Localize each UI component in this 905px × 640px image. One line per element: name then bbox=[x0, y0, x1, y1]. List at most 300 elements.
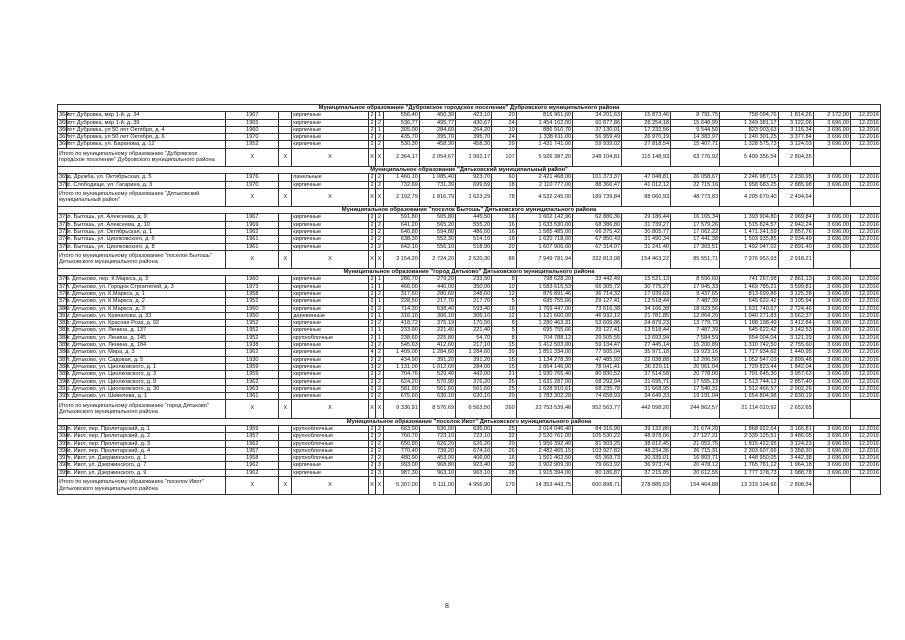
table-cell: кирпичные bbox=[292, 349, 369, 356]
table-cell: 17 441,38 bbox=[671, 236, 720, 243]
total-cell: 1 992,17 bbox=[456, 148, 492, 166]
table-row bbox=[58, 462, 881, 469]
table-cell: 317,50 bbox=[383, 290, 419, 297]
table-cell: 29 127,41 bbox=[573, 327, 622, 334]
table-cell: 391,20 bbox=[419, 356, 455, 363]
table-cell: 368 bbox=[59, 141, 69, 148]
table-cell: 3 696,00 bbox=[813, 214, 850, 221]
table-cell: 284,00 bbox=[456, 363, 492, 370]
table-cell: 217,70 bbox=[419, 298, 455, 305]
table-cell: 1962 bbox=[226, 462, 279, 469]
table-cell: 1 777 378,73 bbox=[720, 469, 779, 476]
table-cell: 3 696,00 bbox=[813, 134, 850, 141]
capital-repair-table bbox=[57, 104, 881, 495]
table-cell: 3 057,63 bbox=[778, 371, 813, 378]
table-cell: 13 518,44 bbox=[622, 327, 671, 334]
table-cell: 1 040 271,83 bbox=[720, 312, 779, 319]
table-cell: 29 bbox=[492, 141, 516, 148]
table-cell: 1 460,10 bbox=[383, 174, 419, 181]
table-cell: 886 910,70 bbox=[516, 126, 572, 133]
table-cell: 1962 bbox=[226, 469, 279, 476]
table-cell: 26 715,31 bbox=[671, 447, 720, 454]
table-cell: 2 bbox=[376, 305, 383, 312]
table-cell: 375,19 bbox=[419, 320, 455, 327]
table-cell: 79 663,92 bbox=[573, 462, 622, 469]
table-cell bbox=[279, 425, 292, 432]
table-cell: 630,10 bbox=[419, 393, 455, 400]
table-cell bbox=[279, 385, 292, 392]
table-cell: 3 696,00 bbox=[813, 243, 850, 250]
table-cell: крупноблочные bbox=[292, 440, 369, 447]
table-cell: 1 842,04 bbox=[778, 363, 813, 370]
total-cell: 2 192,79 bbox=[383, 188, 419, 206]
total-cell: X bbox=[226, 400, 279, 418]
table-cell: 699,59 bbox=[456, 181, 492, 188]
table-cell: 12.2016 bbox=[851, 221, 881, 228]
table-cell: 626,20 bbox=[419, 440, 455, 447]
table-cell: 2 bbox=[368, 312, 375, 319]
table-cell: 466,00 bbox=[383, 283, 419, 290]
table-cell: 12.2016 bbox=[851, 425, 881, 432]
table-cell: 59 939,02 bbox=[573, 141, 622, 148]
table-cell: 1 bbox=[376, 298, 383, 305]
table-cell: 80 830,52 bbox=[573, 371, 622, 378]
table-cell: 442,00 bbox=[456, 371, 492, 378]
table-cell: 3 696,00 bbox=[813, 440, 850, 447]
table-cell: 395,70 bbox=[419, 134, 455, 141]
table-cell: 663,90 bbox=[383, 425, 419, 432]
table-cell: крупноблочные bbox=[292, 455, 369, 462]
table-cell: 397 bbox=[59, 455, 69, 462]
table-cell: п. Ивот, пер. Пролетарский, д. 4 bbox=[66, 447, 226, 454]
table-cell: 25 bbox=[492, 385, 516, 392]
table-cell: 645 622,42 bbox=[720, 327, 779, 334]
table-cell: 641,20 bbox=[383, 221, 419, 228]
table-cell: 3 122,06 bbox=[778, 119, 813, 126]
table-cell: 389 bbox=[59, 371, 69, 378]
table-cell: 12 bbox=[492, 290, 516, 297]
table-cell: 1962 bbox=[226, 378, 279, 385]
table-cell: 1 585 485,00 bbox=[516, 228, 572, 235]
table-cell: 3 696,00 bbox=[813, 236, 850, 243]
table-cell: 1 631 287,00 bbox=[516, 378, 572, 385]
table-cell: кирпичные bbox=[292, 243, 369, 250]
table-cell: 21 053,75 bbox=[671, 440, 720, 447]
table-cell: кирпичные bbox=[292, 305, 369, 312]
table-cell: 1 631 740,67 bbox=[720, 305, 779, 312]
table-cell: 12.2016 bbox=[851, 393, 881, 400]
table-cell: 387 bbox=[59, 356, 69, 363]
total-cell: 5 499 356,54 bbox=[720, 148, 779, 166]
table-cell: 1 409,00 bbox=[383, 349, 419, 356]
table-cell: 2 857,40 bbox=[778, 378, 813, 385]
table-cell: г. Дятьково, ул. Ленина, д. 137 bbox=[66, 327, 226, 334]
table-cell: 36 973,74 bbox=[622, 462, 671, 469]
table-cell: 20 612,55 bbox=[671, 469, 720, 476]
table-cell: 723,10 bbox=[456, 433, 492, 440]
table-cell bbox=[279, 455, 292, 462]
table-cell: 12.2016 bbox=[851, 312, 881, 319]
total-cell bbox=[851, 148, 881, 166]
table-cell bbox=[279, 334, 292, 341]
table-cell: 486,60 bbox=[456, 228, 492, 235]
table-cell: 22 038,88 bbox=[622, 356, 671, 363]
table-cell: 1 448 950,05 bbox=[720, 455, 779, 462]
table-cell: г. Дятьково, ул. Шевелева, д. 1 bbox=[66, 393, 226, 400]
table-cell: 2 bbox=[376, 174, 383, 181]
table-cell: г. Дятьково, пер. К.Маркса, д. 3 bbox=[66, 276, 226, 283]
table-cell: кирпичные bbox=[292, 342, 369, 349]
table-cell: 2 bbox=[368, 385, 375, 392]
table-cell: 3 696,00 bbox=[813, 433, 850, 440]
table-cell: 2 bbox=[376, 228, 383, 235]
table-cell: 228,50 bbox=[383, 298, 419, 305]
table-cell: кирпичные bbox=[292, 469, 369, 476]
total-cell bbox=[813, 148, 850, 166]
section-header bbox=[58, 105, 881, 112]
total-cell bbox=[851, 476, 881, 494]
table-cell bbox=[279, 134, 292, 141]
table-cell: 25 bbox=[492, 425, 516, 432]
table-cell: 37 514,58 bbox=[622, 371, 671, 378]
table-cell: 704,76 bbox=[383, 371, 419, 378]
table-cell: 1952 bbox=[226, 327, 279, 334]
table-cell: 12.2016 bbox=[851, 236, 881, 243]
table-cell: кирпичные bbox=[292, 283, 369, 290]
table-cell: 1 393 904,80 bbox=[720, 214, 779, 221]
table-cell: 15 bbox=[492, 342, 516, 349]
table-cell: 3 696,00 bbox=[813, 425, 850, 432]
table-cell: 1 328 575,73 bbox=[720, 141, 779, 148]
table-cell: 758 094,76 bbox=[720, 112, 779, 119]
total-cell: 244 862,57 bbox=[671, 400, 720, 418]
table-cell: 923,40 bbox=[456, 462, 492, 469]
table-cell: п. Бытошь, ул. Октябрьская, д. 1 bbox=[66, 228, 226, 235]
table-cell: 74 658,93 bbox=[573, 393, 622, 400]
table-cell: г. Дятьково, ул. К.Маркса, д. 1 bbox=[66, 290, 226, 297]
table-cell: кирпичные bbox=[292, 112, 369, 119]
table-cell: 20 bbox=[492, 440, 516, 447]
table-cell: 3 696,00 bbox=[813, 126, 850, 133]
table-cell: 2 303 607,66 bbox=[720, 447, 779, 454]
table-cell: 371 bbox=[59, 214, 69, 221]
table-cell: 1 bbox=[376, 327, 383, 334]
table-cell: 626,20 bbox=[456, 440, 492, 447]
table-cell: 8 791,75 bbox=[671, 112, 720, 119]
table-cell: 36 714,32 bbox=[573, 290, 622, 297]
table-cell: 65 369,73 bbox=[573, 455, 622, 462]
table-cell: 18 923,56 bbox=[671, 305, 720, 312]
table-cell: кирпичные bbox=[292, 228, 369, 235]
table-cell: 963,10 bbox=[456, 469, 492, 476]
table-cell: кирпичные bbox=[292, 141, 369, 148]
table-cell: 798 628,20 bbox=[516, 276, 572, 283]
table-cell: 101 373,37 bbox=[573, 174, 622, 181]
total-cell: X bbox=[292, 188, 369, 206]
total-label: Итого по муниципальному образованию "поселок Ивот" Дятьковского муниципального района bbox=[58, 476, 226, 494]
table-cell: 67 850,43 bbox=[573, 236, 622, 243]
table-cell: 1 561 462,50 bbox=[516, 455, 572, 462]
total-cell: 1 816,79 bbox=[419, 188, 455, 206]
table-cell: 24 bbox=[492, 134, 516, 141]
total-cell: 85 551,71 bbox=[671, 250, 720, 268]
table-cell: 1 791 645,30 bbox=[720, 371, 779, 378]
table-cell: 570,90 bbox=[419, 378, 455, 385]
table-cell: 1 188 198,49 bbox=[720, 320, 779, 327]
table-cell: 30 805,77 bbox=[622, 228, 671, 235]
table-cell: 1 284,60 bbox=[456, 349, 492, 356]
table-cell: 38 012,45 bbox=[622, 440, 671, 447]
table-cell: 2 bbox=[376, 119, 383, 126]
table-cell: 741 267,98 bbox=[720, 276, 779, 283]
table-cell: 1 012,60 bbox=[419, 363, 455, 370]
table-cell: кирпичные bbox=[292, 181, 369, 188]
table-cell: 823 003,63 bbox=[720, 126, 779, 133]
table-cell: 565,20 bbox=[419, 221, 455, 228]
table-row bbox=[58, 425, 881, 432]
table-cell: 12.2016 bbox=[851, 305, 881, 312]
table-cell: 27 445,14 bbox=[622, 342, 671, 349]
table-cell: 20 778,00 bbox=[671, 371, 720, 378]
table-cell: 2 bbox=[376, 290, 383, 297]
table-cell: 5 bbox=[492, 327, 516, 334]
table-cell: 12.2016 bbox=[851, 385, 881, 392]
table-cell: 3 124,03 bbox=[778, 141, 813, 148]
section-header bbox=[58, 269, 881, 276]
table-cell: 12.2016 bbox=[851, 320, 881, 327]
table-cell: 4 bbox=[368, 349, 375, 356]
table-cell: 2 520 761,00 bbox=[516, 433, 572, 440]
table-cell: 16 bbox=[492, 236, 516, 243]
table-cell: 67 314,07 bbox=[573, 243, 622, 250]
table-cell: 1 783 302,28 bbox=[516, 393, 572, 400]
table-cell: 12.2016 bbox=[851, 276, 881, 283]
table-cell: 60 bbox=[492, 174, 516, 181]
table-cell: 1 bbox=[376, 276, 383, 283]
table-row bbox=[58, 433, 881, 440]
table-cell: 1 349 381,17 bbox=[720, 119, 779, 126]
section-title: Муниципальное образование "Дубровское городское поселение" Дубровского муниципального района bbox=[58, 105, 881, 112]
table-cell: 514,10 bbox=[456, 236, 492, 243]
table-cell: 1 769 447,00 bbox=[516, 305, 572, 312]
table-cell: 2 902,26 bbox=[778, 385, 813, 392]
table-cell: 2 bbox=[376, 378, 383, 385]
table-cell: 987,30 bbox=[383, 469, 419, 476]
table-cell: п. Ивот, пер. Пролетарский, д. 3 bbox=[66, 440, 226, 447]
table-cell: 2 246 987,15 bbox=[720, 174, 779, 181]
table-cell: 35 971,18 bbox=[622, 349, 671, 356]
table-cell: 20 bbox=[492, 393, 516, 400]
table-cell: 21 781,85 bbox=[622, 312, 671, 319]
table-cell: 3 696,00 bbox=[813, 174, 850, 181]
table-cell: 279,20 bbox=[419, 276, 455, 283]
table-cell: 530,30 bbox=[383, 141, 419, 148]
table-cell: 480,90 bbox=[383, 455, 419, 462]
table-cell: 376 bbox=[59, 276, 69, 283]
table-cell: 1 633 530,00 bbox=[516, 221, 572, 228]
table-row bbox=[58, 305, 881, 312]
table-cell: 1 bbox=[376, 112, 383, 119]
table-cell: 395 bbox=[59, 440, 69, 447]
total-cell: X bbox=[376, 400, 383, 418]
table-cell: 284,60 bbox=[419, 126, 455, 133]
table-cell: 364 bbox=[59, 112, 69, 119]
table-cell: 638,40 bbox=[419, 305, 455, 312]
table-cell: 1962 bbox=[226, 349, 279, 356]
table-cell: 556,40 bbox=[383, 112, 419, 119]
table-cell: 518,90 bbox=[456, 243, 492, 250]
table-cell: 1950 bbox=[226, 312, 279, 319]
table-cell: 1970 bbox=[226, 181, 279, 188]
table-cell: 423,10 bbox=[456, 112, 492, 119]
table-cell: кирпичные bbox=[292, 371, 369, 378]
table-cell bbox=[279, 276, 292, 283]
table-cell: 1 956 392,40 bbox=[516, 440, 572, 447]
section-header bbox=[58, 418, 881, 425]
total-cell bbox=[813, 188, 850, 206]
table-row bbox=[58, 455, 881, 462]
table-cell: 1 131,00 bbox=[383, 363, 419, 370]
total-cell: 9 336,91 bbox=[383, 400, 419, 418]
table-cell: 217,70 bbox=[456, 298, 492, 305]
table-cell bbox=[279, 393, 292, 400]
table-cell: 12.2016 bbox=[851, 141, 881, 148]
table-cell: 591,80 bbox=[383, 214, 419, 221]
table-row bbox=[58, 214, 881, 221]
table-cell: 84 316,90 bbox=[573, 425, 622, 432]
table-cell bbox=[279, 290, 292, 297]
table-cell: кирпичные bbox=[292, 385, 369, 392]
table-cell: 1 602 142,96 bbox=[516, 214, 572, 221]
table-cell: 1963 bbox=[226, 385, 279, 392]
table-cell: 12.2016 bbox=[851, 356, 881, 363]
table-cell: 640,80 bbox=[383, 228, 419, 235]
table-cell: 2 885,98 bbox=[778, 181, 813, 188]
table-cell: 16 bbox=[492, 455, 516, 462]
table-cell: 17 540,31 bbox=[671, 385, 720, 392]
table-cell: 3 696,00 bbox=[813, 119, 850, 126]
table-cell: 2 891,40 bbox=[778, 243, 813, 250]
table-row bbox=[58, 447, 881, 454]
table-cell: 2 bbox=[376, 371, 383, 378]
table-cell: г. Дятьково, ул. Крачаповa, д. 33 bbox=[66, 312, 226, 319]
table-cell: крупноблочные bbox=[292, 433, 369, 440]
table-cell: 39 bbox=[492, 349, 516, 356]
total-cell: 189 739,84 bbox=[573, 188, 622, 206]
table-cell: пгт Дубровка, ул 50 лет Октября, д. 4 bbox=[66, 126, 226, 133]
table-row bbox=[58, 174, 881, 181]
table-cell: 391 bbox=[59, 385, 69, 392]
table-cell: 12.2016 bbox=[851, 174, 881, 181]
table-cell: 3 696,00 bbox=[813, 455, 850, 462]
total-cell: 107 bbox=[492, 148, 516, 166]
table-cell: 3 696,00 bbox=[813, 312, 850, 319]
table-cell: 1 515 824,57 bbox=[720, 221, 779, 228]
table-cell: 16 bbox=[492, 228, 516, 235]
table-cell: 13 693,94 bbox=[622, 334, 671, 341]
table-cell: 1962 bbox=[226, 228, 279, 235]
table-cell: 17 045,33 bbox=[671, 283, 720, 290]
table-cell: 77 505,04 bbox=[573, 349, 622, 356]
table-cell: 280,60 bbox=[419, 290, 455, 297]
section-header bbox=[58, 207, 881, 214]
total-cell: 7 376 953,93 bbox=[720, 250, 779, 268]
table-cell: 630,10 bbox=[456, 393, 492, 400]
table-cell: 105 530,22 bbox=[573, 433, 622, 440]
total-label: Итого по муниципальному образованию "поселок Бытошь" Дятьковского муниципального района bbox=[58, 250, 226, 268]
table-cell: 15 bbox=[492, 363, 516, 370]
table-row bbox=[58, 236, 881, 243]
table-cell: 450,30 bbox=[419, 112, 455, 119]
table-cell: 2 bbox=[368, 243, 375, 250]
table-cell: 34 201,63 bbox=[573, 112, 622, 119]
table-cell: 28 254,18 bbox=[622, 119, 671, 126]
table-cell: 264,20 bbox=[456, 126, 492, 133]
table-cell bbox=[279, 141, 292, 148]
table-cell: кирпичные bbox=[292, 327, 369, 334]
table-cell: 2 bbox=[376, 349, 383, 356]
table-cell: 47 048,81 bbox=[622, 174, 671, 181]
table-row bbox=[58, 440, 881, 447]
table-cell: 20 bbox=[492, 112, 516, 119]
table-cell: 2 110 777,00 bbox=[516, 181, 572, 188]
table-cell: п. Ивот, пер. Пролетарский, д. 2 bbox=[66, 433, 226, 440]
table-cell: 1960 bbox=[226, 305, 279, 312]
table-cell: 3 696,00 bbox=[813, 298, 850, 305]
table-cell: 593,40 bbox=[456, 305, 492, 312]
table-row bbox=[58, 298, 881, 305]
table-cell: 3 662,37 bbox=[778, 312, 813, 319]
total-cell bbox=[813, 400, 850, 418]
total-row bbox=[58, 250, 881, 268]
table-row bbox=[58, 378, 881, 385]
table-cell: 1 583 615,53 bbox=[516, 283, 572, 290]
table-cell: 13 779,73 bbox=[671, 320, 720, 327]
table-cell: 2 bbox=[368, 134, 375, 141]
table-cell: 379 bbox=[59, 298, 69, 305]
table-cell: 37 130,01 bbox=[573, 126, 622, 133]
table-cell: 30 775,27 bbox=[622, 283, 671, 290]
table-cell: 2 bbox=[368, 433, 375, 440]
table-cell: 217,10 bbox=[456, 342, 492, 349]
table-cell: 39 132,86 bbox=[622, 425, 671, 432]
table-cell: 28 bbox=[492, 469, 516, 476]
table-cell: 15 521,13 bbox=[622, 276, 671, 283]
table-cell: 2 bbox=[368, 214, 375, 221]
table-cell bbox=[279, 283, 292, 290]
table-cell: 1 440,95 bbox=[778, 349, 813, 356]
table-cell: 394 bbox=[59, 433, 69, 440]
table-cell: 350,00 bbox=[456, 283, 492, 290]
table-cell: г. Дятьково, ул. Садовая, д. 5 bbox=[66, 356, 226, 363]
table-cell: 8 596,60 bbox=[671, 276, 720, 283]
table-cell: 30 339,01 bbox=[622, 455, 671, 462]
table-cell: 1 085,40 bbox=[419, 174, 455, 181]
table-cell: 2 bbox=[376, 433, 383, 440]
total-cell: 2 724,20 bbox=[419, 250, 455, 268]
table-cell: 732,69 bbox=[383, 181, 419, 188]
total-cell: X bbox=[292, 250, 369, 268]
table-cell: крупноблочные bbox=[292, 425, 369, 432]
table-row bbox=[58, 356, 881, 363]
table-cell: 3 195,94 bbox=[778, 298, 813, 305]
table-cell bbox=[279, 447, 292, 454]
table-cell: п. Бытошь, ул. Алексеева, д. 9 bbox=[66, 214, 226, 221]
table-cell: 2 bbox=[368, 141, 375, 148]
table-cell: 2 942,24 bbox=[778, 221, 813, 228]
table-cell: 2 bbox=[368, 228, 375, 235]
table-cell: 29 186,44 bbox=[622, 214, 671, 221]
